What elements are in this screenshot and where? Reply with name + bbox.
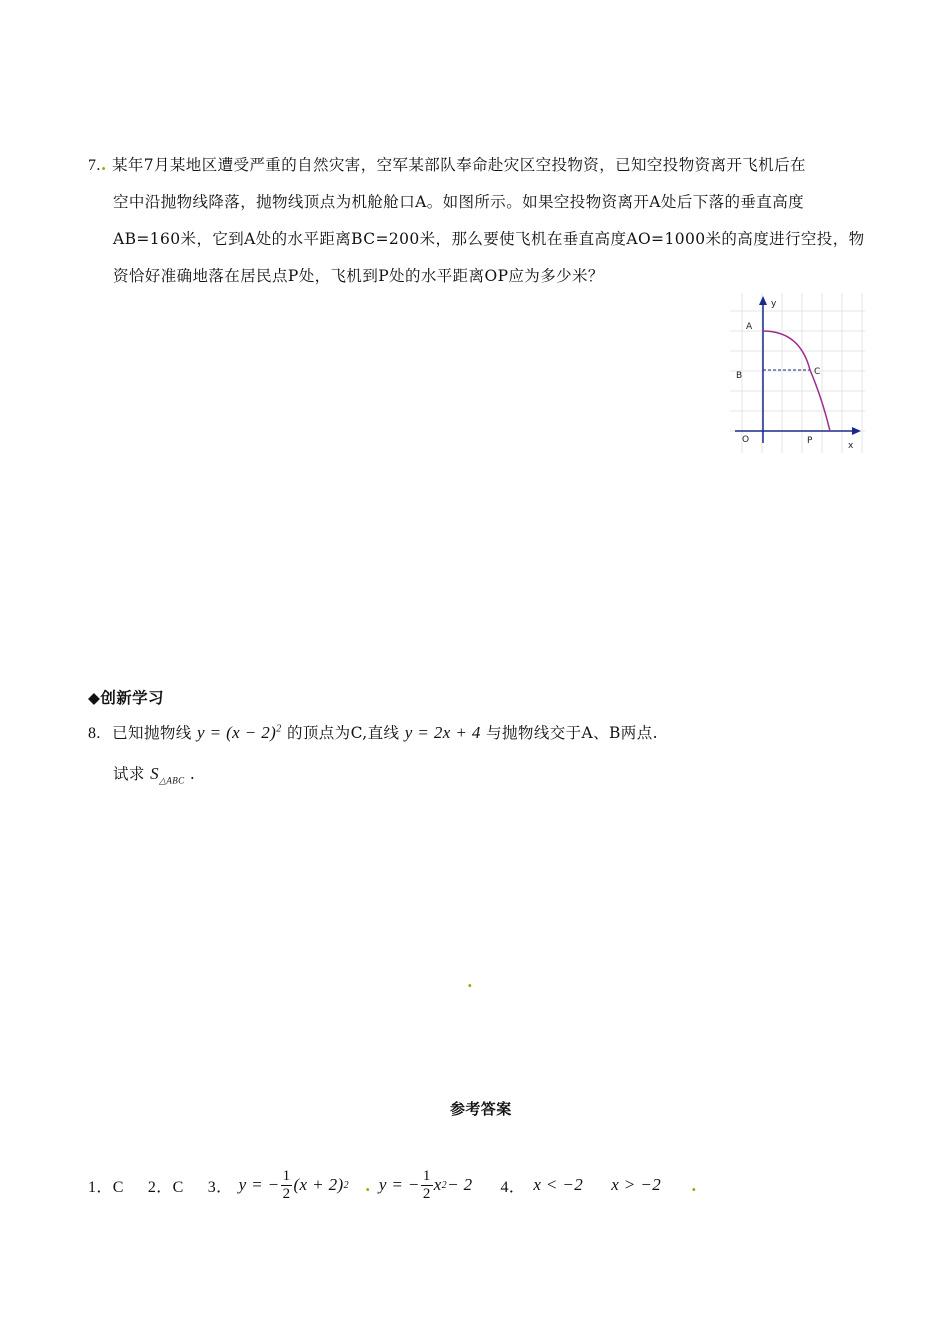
label-p: P (807, 436, 813, 446)
question-8-line-1 (88, 721, 658, 743)
answer-3-eq1-exponent: 2 (343, 1179, 350, 1191)
answer-3-eq2-x: x (433, 1175, 442, 1194)
area-subscript: △ABC (159, 775, 185, 786)
question-8-text-d: 试求 (113, 765, 145, 783)
fraction-denominator: 2 (422, 1185, 431, 1202)
yellow-dot-mark: . (365, 1175, 371, 1195)
fraction-numerator: 1 (422, 1168, 431, 1184)
question-8-text-e: . (189, 765, 196, 783)
section-title: ◆创新学习 (88, 689, 164, 707)
triangle-area-symbol (150, 764, 185, 786)
answer-4-inequality-1: x < −2 (533, 1175, 584, 1194)
answer-3-eq1-right: (x + 2) (293, 1175, 344, 1194)
answer-3-label: 3． (207, 1178, 233, 1196)
answers-title: 参考答案 (450, 1100, 512, 1118)
question-7-number: 7. (88, 157, 101, 174)
yellow-dot-mark: . (467, 972, 473, 991)
answer-3-eq2-fraction (421, 1168, 433, 1202)
label-b: B (736, 371, 743, 381)
question-8-text-b: 的顶点为C,直线 (286, 724, 400, 742)
label-c: C (814, 367, 821, 377)
answer-3-eq1-fraction (281, 1168, 293, 1202)
yellow-dot-mark: . (100, 155, 107, 174)
answer-3-equation-1 (239, 1168, 349, 1202)
answer-3-equation-2 (379, 1168, 473, 1202)
label-y: y (771, 299, 777, 309)
answers-line (88, 1168, 697, 1202)
equation-parabola-body: y = (x − 2) (196, 723, 277, 742)
question-8-line-2 (113, 762, 195, 786)
answer-4-label: 4． (500, 1178, 526, 1196)
figure-background (730, 293, 865, 453)
question-8-text-a: 已知抛物线 (112, 724, 192, 742)
answer-4-inequality-2: x > −2 (611, 1175, 662, 1194)
answer-2: 2．C (147, 1178, 184, 1196)
equation-parabola (197, 723, 282, 742)
question-7-text-4: 资恰好准确地落在居民点P处，飞机到P处的水平距离OP应为多少米？ (113, 267, 604, 285)
yellow-dot-mark: . (691, 1175, 697, 1195)
fraction-denominator: 2 (282, 1185, 291, 1202)
equation-parabola-exponent: 2 (276, 723, 282, 735)
equation-line: y = 2x + 4 (404, 723, 481, 742)
label-o: O (742, 435, 750, 445)
question-8-number: 8. (88, 725, 101, 742)
question-8-text-c: 与抛物线交于A、B两点. (486, 724, 658, 742)
question-7-line-1 (88, 153, 806, 175)
area-s: S (150, 764, 160, 783)
answer-3-eq2-exponent: 2 (441, 1179, 448, 1191)
question-7-text-1: 某年7月某地区遭受严重的自然灾害，空军某部队奉命赴灾区空投物资，已知空投物资离开飞机后在 (111, 156, 806, 174)
answer-1: 1．C (88, 1178, 124, 1196)
fraction-numerator: 1 (282, 1168, 291, 1184)
parabola-figure (730, 293, 865, 453)
label-x: x (848, 441, 854, 451)
label-a: A (746, 322, 753, 332)
answer-3-eq2-right: − 2 (447, 1175, 473, 1194)
answer-3-eq2-left: y = − (378, 1175, 420, 1194)
answer-3-eq1-left: y = − (238, 1175, 280, 1194)
question-7-text-2: 空中沿抛物线降落，抛物线顶点为机舱舱口A。如图所示。如果空投物资离开A处后下落的垂直高度 (113, 193, 804, 211)
question-7-text-3: AB=160米，它到A处的水平距离BC=200米，那么要使飞机在垂直高度AO=1000米的高度进行空投，物 (113, 230, 865, 248)
